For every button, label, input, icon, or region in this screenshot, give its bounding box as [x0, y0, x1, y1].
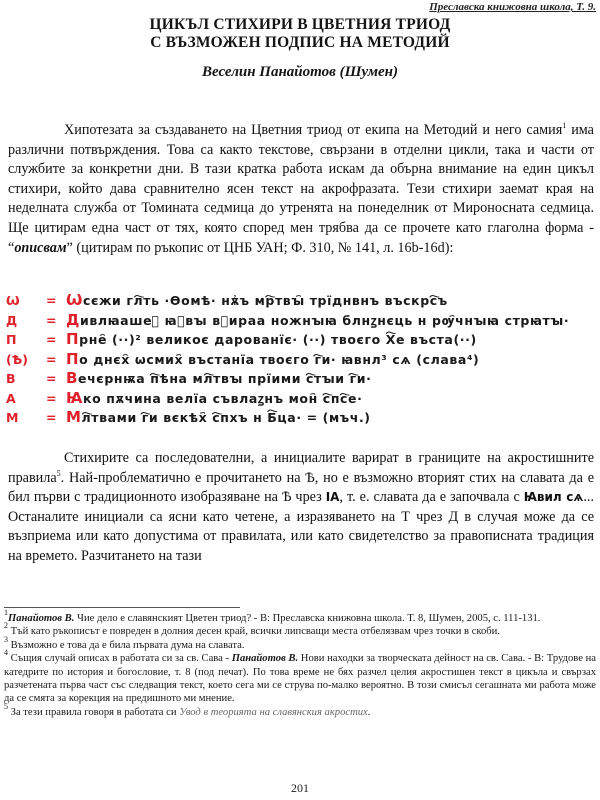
text-run: . Най-проблематично е прочитането на Ѣ, но е възможно вторият стих на славата да е бил първи с традиционното изобразяване на Ѣ чрез	[8, 469, 594, 506]
red-initial: П	[66, 349, 80, 368]
red-initial: В	[66, 369, 79, 387]
footnote-2	[4, 621, 596, 638]
footnote-text: Възможно е това да е била първата дума на славата.	[8, 639, 245, 651]
acrostic-letter: Д	[6, 312, 18, 328]
acrostic-row	[6, 369, 596, 389]
acrostic-line	[66, 330, 596, 350]
acrostic-block	[6, 291, 596, 428]
article-title	[0, 16, 600, 52]
acrostic-line	[66, 389, 596, 409]
footnote-text: Същия случай описах в работата си за св. Сава -	[8, 653, 232, 665]
acrostic-row	[6, 408, 596, 428]
footnote-text: .	[367, 706, 371, 718]
equals-sign: =	[46, 390, 57, 406]
slavonic-text: рне҄ (··)² великоє даровaнїє· (··) твоєго Х҇е въста(··)	[79, 332, 477, 347]
slavonic-text: ко пѫчина велїа съвлаꙁнъ мон҄ с҇пс҇е·	[83, 390, 363, 406]
author-line: Веселин Панайотов (Шумен)	[201, 64, 398, 80]
footnote-text: Тъй като ръкописът е повреден в долния десен край, всички липсващи места отбелязвам чрез точки в скоби.	[8, 626, 501, 638]
acrostic-line	[66, 408, 596, 428]
paragraph-intro-text	[8, 121, 594, 258]
running-head: Преславска книжовна школа, Т. 9.	[429, 1, 596, 13]
footnote-text: Чие дело е славянският Цветен триод? - В: Преславска книжовна школа. Т. 8, Шумен, 2005, с. 111-131.	[74, 613, 541, 624]
footnote-3	[4, 634, 596, 652]
footnotes	[4, 608, 596, 719]
page-number: 201	[291, 781, 309, 795]
equals-sign: =	[46, 410, 57, 425]
acrostic-line	[66, 350, 596, 370]
red-initial: М	[66, 408, 82, 426]
footnote-5	[4, 701, 596, 719]
acrostic-letter: (Ѣ)	[6, 351, 28, 367]
equals-sign: =	[46, 332, 57, 347]
footnote-author: Панайотов В.	[8, 613, 75, 624]
slavonic-iavil: Ꙗвил сѧ	[523, 490, 584, 505]
acrostic-line	[66, 291, 596, 311]
equals-sign: =	[46, 293, 57, 308]
slavonic-text: ивлꙗаше꙽ ꙗꙁвꙑ вꙁирaа ножнꙑꙗ блнꙁнєць н рѹ҄чнꙑꙗ стрꙗтꙑ·	[79, 312, 570, 328]
equals-sign: =	[46, 371, 57, 386]
text-run: Стихирите са последователни, а инициалите варират в границите на акростишните правила	[8, 450, 594, 486]
footnote-1	[4, 608, 596, 625]
text-run: има различни потвърждения. Това са както текстове, свързани в отделни цикли, така и части от службите за конкретни дни. В тази кратка работа искам да обърна внимание на един цикъл стихири, който дава сравнително ясен текст на акрофразата. Тези стихири заемат края на неделната служба от Томината седмица до утренята на понеделник от Мироносната седмица. Ще цитирам една част от тях, която според мен трябва да се прочете като глаголна форма - “	[8, 122, 594, 256]
acrostic-row	[6, 389, 596, 409]
footnote-ref-5[interactable]: 5	[56, 468, 61, 478]
text-run: Хипотезата за създаването на Цветния триод от екипа на Методий и него самия	[64, 122, 563, 138]
slavonic-text: ечєрнѭа п҇ѣна мл҇твꙑ прїими с҇тꙑи г҇и·	[78, 371, 372, 386]
footnote-author: Панайотов В.	[231, 653, 299, 665]
footnote-italic-title: Увод в теорията на славянския акростих	[179, 706, 368, 718]
footnote-number: 1	[4, 608, 8, 617]
footnote-number: 5	[4, 701, 8, 711]
slavonic-ia: ІА	[325, 490, 340, 505]
acrostic-letter: А	[6, 390, 16, 406]
acrostic-row	[6, 330, 596, 350]
text-run: , т. е. славата да е започвала с	[339, 489, 524, 506]
equals-sign: =	[46, 351, 57, 367]
acrostic-row	[6, 311, 596, 331]
acrostic-line	[66, 311, 596, 331]
slavonic-text: о днєх҄ ѡсмих҄ въстанїа твоєго г҇и· ꙗвнл³ сѧ (слава⁴)	[79, 351, 480, 367]
footnote-number: 4	[4, 648, 8, 658]
acrostic-letter: М	[6, 410, 19, 425]
footnote-separator	[4, 607, 240, 608]
title-line-2: С ВЪЗМОЖЕН ПОДПИС НА МЕТОДИЙ	[150, 34, 450, 51]
equals-sign: =	[46, 312, 57, 328]
red-initial: Ѡ	[66, 291, 83, 309]
slavonic-text: сєжи гл҇ть ·Ѳомѣ· нѫ҆ъ мр҇твꙑ҄ трїднвнъ въскрс҇ъ	[83, 293, 448, 308]
acrostic-row	[6, 291, 596, 311]
title-line-1: ЦИКЪЛ СТИХИРИ В ЦВЕТНИЯ ТРИОД	[149, 16, 451, 33]
italic-term: описвам	[14, 239, 67, 256]
footnote-text: За тези правила говоря в работата си	[8, 706, 180, 718]
acrostic-row	[6, 350, 596, 370]
footnote-number: 3	[4, 634, 8, 644]
footnote-4	[4, 648, 596, 706]
paragraph-analysis	[8, 449, 594, 567]
paragraph-intro	[8, 121, 594, 258]
acrostic-line	[66, 369, 596, 389]
paragraph-analysis-text	[8, 449, 594, 567]
red-initial: П	[66, 330, 80, 348]
acrostic-letter: П	[6, 332, 17, 347]
text-run: ” (цитирам по ръкопис от ЦНБ УАН; Ф. 310, № 141, л. 16b-16d):	[66, 239, 454, 256]
slavonic-text: л҇твами г҇и вєкѣх҄ с҇пхъ н Б҇ца· = (мъч.)	[81, 410, 371, 425]
text-run: ... Останалите инициали са ясни като четене, а изразяването на Т чрез Д в случая може да се възприема или като допустима от правилата, или като свидетелство за правописната традиция на времето. Разчитането на тази	[8, 489, 594, 564]
acrostic-letter: В	[6, 371, 16, 386]
red-initial: Д	[66, 310, 80, 329]
acrostic-letter: Ѡ	[6, 293, 20, 308]
footnote-ref-1[interactable]: 1	[562, 121, 567, 130]
red-initial: Ꙗ	[66, 388, 83, 407]
footnote-number: 2	[4, 621, 8, 631]
footnote-text: Нови находки за творческата дейност на св. Сава. - В: Трудове на катедрите по история и богословие, т. 8 (под печат). По това време не бях разчел целия акростишен текст в цикъла и свързах разчетената първа част със следващия текст, което сега ми се струва по-малко вероятно. В този смисъл сегашната ми работа може да се смята за корекция на предишното ми мнение.	[4, 653, 596, 705]
